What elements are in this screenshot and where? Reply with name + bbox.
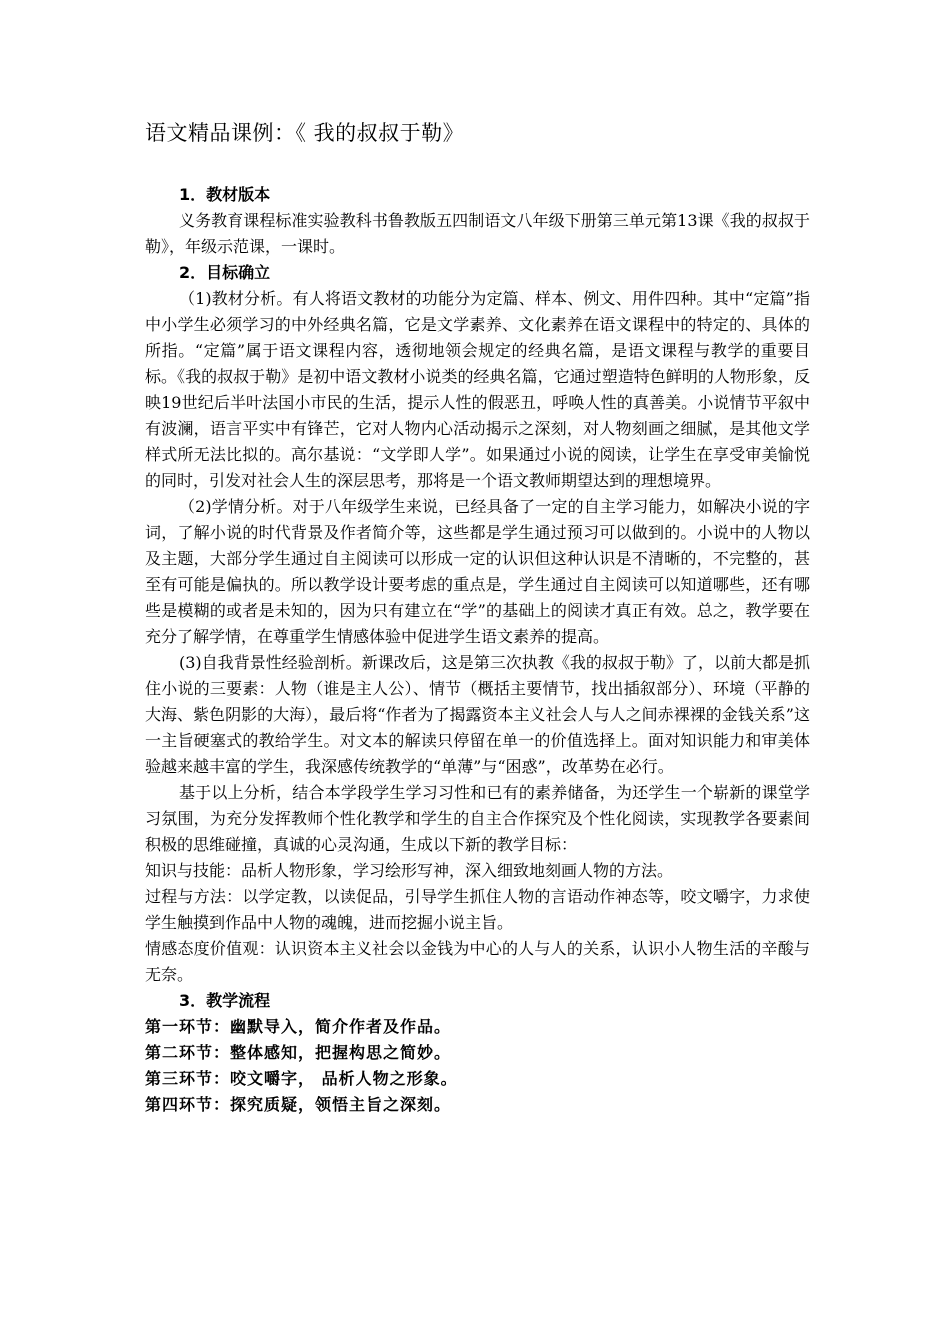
teaching-step-2: 第二环节：整体感知，把握构思之简妙。 (145, 1043, 452, 1062)
teaching-step-1: 第一环节：幽默导入，简介作者及作品。 (145, 1017, 452, 1036)
teaching-step-4: 第四环节：探究质疑，领悟主旨之深刻。 (145, 1095, 452, 1114)
section-2-heading: 2．目标确立 (179, 263, 271, 282)
goal-emotion-values: 情感态度价值观：认识资本主义社会以金钱为中心的人与人的关系，认识小人物生活的辛酸与无奈。 (145, 939, 810, 984)
document-page (145, 118, 810, 1118)
goal-process-methods: 过程与方法：以学定教，以读促品，引导学生抓住人物的言语动作神态等，咬文嚼字，力求使学生触摸到作品中人物的魂魄，进而挖掘小说主旨。 (145, 887, 810, 932)
section-3-heading: 3．教学流程 (179, 991, 271, 1010)
self-experience-paragraph: (3)自我背景性经验剖析。新课改后，这是第三次执教《我的叔叔于勒》了，以前大都是抓住小说的三要素：人物（谁是主人公）、情节（概括主要情节，找出插叙部分）、环境（平静的大海、紫色阴影的大海），最后将“作者为了揭露资本主义社会人与人之间赤裸裸的金钱关系”这一主旨硬塞式的教给学生。对文本的解读只停留在单一的价值选择上。面对知识能力和审美体验越来越丰富的学生，我深感传统教学的“单薄”与“困惑”，改革势在必行。 (145, 653, 810, 776)
textbook-analysis-paragraph: （1)教材分析。有人将语文教材的功能分为定篇、样本、例文、用件四种。其中“定篇”指中小学生必须学习的中外经典名篇，它是文学素养、文化素养在语文课程中的特定的、具体的所指。“定篇”属于语文课程内容，透彻地领会规定的经典名篇，是语文课程与教学的重要目标。《我的叔叔于勒》是初中语文教材小说类的经典名篇，它通过塑造特色鲜明的人物形象，反映19世纪后半叶法国小市民的生活，提示人性的假恶丑，呼唤人性的真善美。小说情节平叙中有波澜，语言平实中有锋芒，它对人物内心活动揭示之深刻，对人物刻画之细腻，是其他文学样式所无法比拟的。高尔基说：“文学即人学”。如果通过小说的阅读，让学生在享受审美愉悦的同时，引发对社会人生的深层思考，那将是一个语文教师期望达到的理想境界。 (145, 289, 810, 490)
goal-knowledge-skills: 知识与技能：品析人物形象，学习绘形写神，深入细致地刻画人物的方法。 (145, 861, 674, 880)
document-title: 语文精品课例：《 我的叔叔于勒》 (145, 121, 465, 145)
section-1-text: 义务教育课程标准实验教科书鲁教版五四制语文八年级下册第三单元第13课《我的叔叔于勒》，年级示范课，一课时。 (145, 211, 810, 256)
summary-paragraph: 基于以上分析，结合本学段学生学习习性和已有的素养储备，为还学生一个崭新的课堂学习氛围，为充分发挥教师个性化教学和学生的自主合作探究及个性化阅读，实现教学各要素间积极的思维碰撞，真诚的心灵沟通，生成以下新的教学目标： (145, 783, 810, 854)
student-analysis-paragraph: （2)学情分析。对于八年级学生来说，已经具备了一定的自主学习能力，如解决小说的字词，了解小说的时代背景及作者简介等，这些都是学生通过预习可以做到的。小说中的人物以及主题，大部分学生通过自主阅读可以形成一定的认识但这种认识是不清晰的，不完整的，甚至有可能是偏执的。所以教学设计要考虑的重点是，学生通过自主阅读可以知道哪些，还有哪些是模糊的或者是未知的，因为只有建立在“学”的基础上的阅读才真正有效。总之，教学要在充分了解学情，在尊重学生情感体验中促进学生语文素养的提高。 (145, 497, 810, 646)
teaching-step-3: 第三环节：咬文嚼字， 品析人物之形象。 (145, 1069, 458, 1088)
section-1-heading: 1．教材版本 (179, 185, 271, 204)
